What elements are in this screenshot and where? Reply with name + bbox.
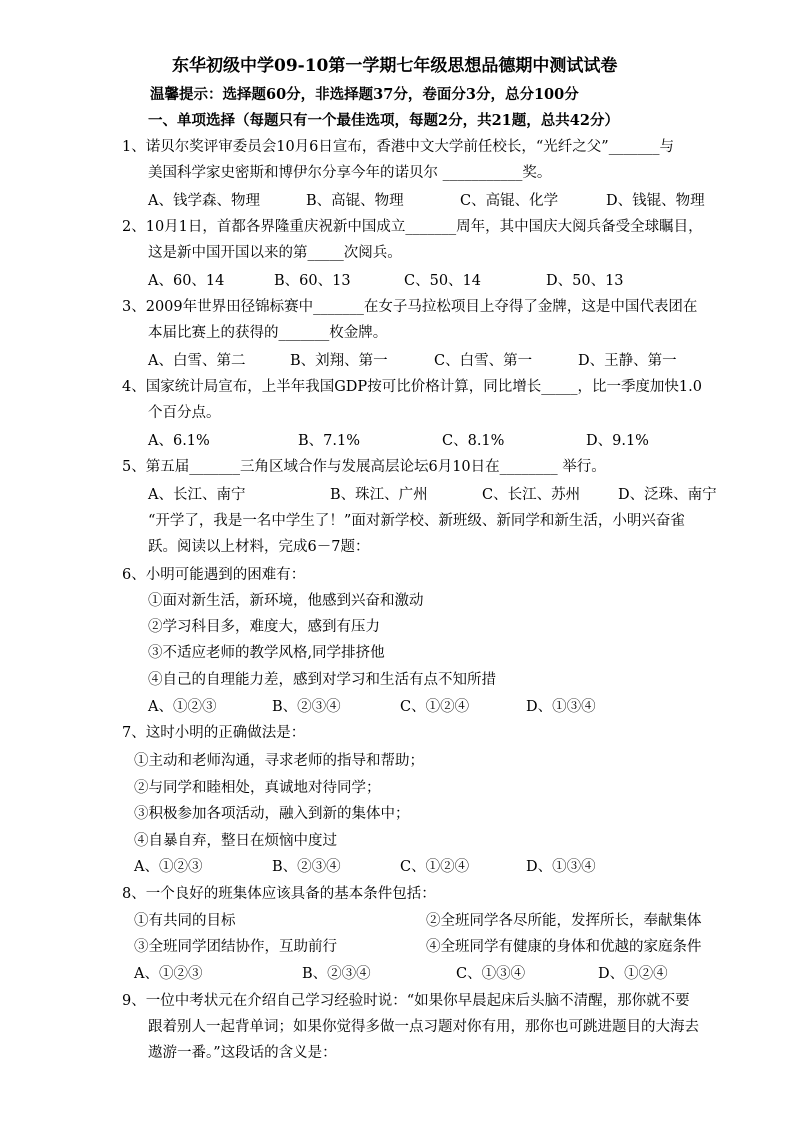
question-6-stem: 6、小明可能遇到的困难有： <box>122 567 306 583</box>
question-6-statement-2: ②学习科目多，难度大，感到有压力 <box>148 619 380 635</box>
question-3-line-1: 3、2009年世界田径锦标赛中_______在女子马拉松项目上夺得了金牌，这是中国代表团在 <box>122 299 698 315</box>
question-9-line-1: 9、一位中考状元在介绍自己学习经验时说：“如果你早晨起床后头脑不清醒，那你就不要 <box>122 993 690 1009</box>
question-3-option-b: B、刘翔、第一 <box>290 353 388 369</box>
exam-title: 东华初级中学09-10第一学期七年级思想品德期中测试试卷 <box>172 56 618 76</box>
question-6-option-c: C、①②④ <box>400 699 470 715</box>
question-1-line-2: 美国科学家史密斯和博伊尔分享今年的诺贝尔 ___________奖。 <box>148 165 552 181</box>
question-8-statement-4: ④全班同学有健康的身体和优越的家庭条件 <box>426 939 702 955</box>
question-8-option-d: D、①②④ <box>598 966 668 982</box>
question-8-option-b: B、②③④ <box>302 966 371 982</box>
question-4-option-c: C、8.1% <box>442 433 505 449</box>
question-8-statement-3: ③全班同学团结协作，互助前行 <box>134 939 337 955</box>
question-1-option-d: D、钱锟、物理 <box>606 193 705 209</box>
question-2-line-2: 这是新中国开国以来的第_____次阅兵。 <box>148 245 402 261</box>
question-3-option-a: A、白雪、第二 <box>148 353 246 369</box>
question-8-option-c: C、①③④ <box>456 966 526 982</box>
question-2-option-a: A、60、14 <box>148 273 225 289</box>
question-8-option-a: A、①②③ <box>134 966 203 982</box>
question-5-option-b: B、珠江、广州 <box>330 487 428 503</box>
question-7-option-c: C、①②④ <box>400 859 470 875</box>
question-2-option-c: C、50、14 <box>404 273 481 289</box>
section-heading: 一、单项选择（每题只有一个最佳选项，每题2分，共21题，总共42分） <box>148 112 619 129</box>
question-7-option-b: B、②③④ <box>272 859 341 875</box>
question-6-option-a: A、①②③ <box>148 699 217 715</box>
question-9-line-2: 跟着别人一起背单词；如果你觉得多做一点习题对你有用，那你也可跳进题目的大海去 <box>148 1019 699 1035</box>
question-5-option-a: A、长江、南宁 <box>148 487 246 503</box>
question-7-stem: 7、这时小明的正确做法是： <box>122 725 306 741</box>
question-7-option-a: A、①②③ <box>134 859 203 875</box>
question-3-line-2: 本届比赛上的获得的_______枚金牌。 <box>148 325 388 341</box>
question-7-statement-1: ①主动和老师沟通，寻求老师的指导和帮助； <box>134 753 424 769</box>
question-2-option-d: D、50、13 <box>546 273 624 289</box>
question-2-line-1: 2、10月1日，首都各界隆重庆祝新中国成立_______周年，其中国庆大阅兵备受全球瞩目， <box>122 219 703 235</box>
question-5-option-d: D、泛珠、南宁 <box>618 487 717 503</box>
score-tip: 温馨提示：选择题60分，非选择题37分，卷面分3分，总分100分 <box>150 86 579 103</box>
question-6-statement-1: ①面对新生活，新环境，他感到兴奋和激动 <box>148 593 424 609</box>
question-6-option-d: D、①③④ <box>526 699 596 715</box>
question-3-option-d: D、王静、第一 <box>578 353 677 369</box>
question-7-statement-2: ②与同学和睦相处，真诚地对待同学； <box>134 780 381 796</box>
question-6-statement-3: ③不适应老师的教学风格,同学排挤他 <box>148 645 385 661</box>
question-4-option-b: B、7.1% <box>298 433 360 449</box>
question-7-statement-3: ③积极参加各项活动，融入到新的集体中； <box>134 806 410 822</box>
question-4-line-1: 4、国家统计局宣布，上半年我国GDP按可比价格计算，同比增长_____，比一季度加快1.0 <box>122 379 702 395</box>
question-7-statement-4: ④自暴自弃，整日在烦恼中度过 <box>134 833 337 849</box>
question-1-option-b: B、高锟、物理 <box>306 193 404 209</box>
question-8-statement-2: ②全班同学各尽所能，发挥所长，奉献集体 <box>426 913 702 929</box>
question-4-option-a: A、6.1% <box>148 433 210 449</box>
question-7-option-d: D、①③④ <box>526 859 596 875</box>
material-line-2: 跃。阅读以上材料，完成6－7题： <box>148 539 370 555</box>
question-4-option-d: D、9.1% <box>586 433 649 449</box>
question-1-option-a: A、钱学森、物理 <box>148 193 260 209</box>
question-6-statement-4: ④自己的自理能力差，感到对学习和生活有点不知所措 <box>148 672 496 688</box>
question-5-line-1: 5、第五届_______三角区域合作与发展高层论坛6月10日在________ 举行。 <box>122 459 606 475</box>
question-5-option-c: C、长江、苏州 <box>482 487 581 503</box>
material-line-1: “开学了，我是一名中学生了！”面对新学校、新班级、新同学和新生活，小明兴奋雀 <box>148 513 685 529</box>
question-6-option-b: B、②③④ <box>272 699 341 715</box>
question-8-statement-1: ①有共同的目标 <box>134 913 236 929</box>
question-9-line-3: 遨游一番。”这段话的含义是： <box>148 1045 337 1061</box>
question-1-option-c: C、高锟、化学 <box>460 193 559 209</box>
question-1-line-1: 1、诺贝尔奖评审委员会10月6日宣布，香港中文大学前任校长，“光纤之父”_______与 <box>122 139 674 155</box>
question-2-option-b: B、60、13 <box>274 273 351 289</box>
question-8-stem: 8、一个良好的班集体应该具备的基本条件包括： <box>122 886 436 902</box>
question-4-line-2: 个百分点。 <box>148 405 221 421</box>
question-3-option-c: C、白雪、第一 <box>434 353 533 369</box>
